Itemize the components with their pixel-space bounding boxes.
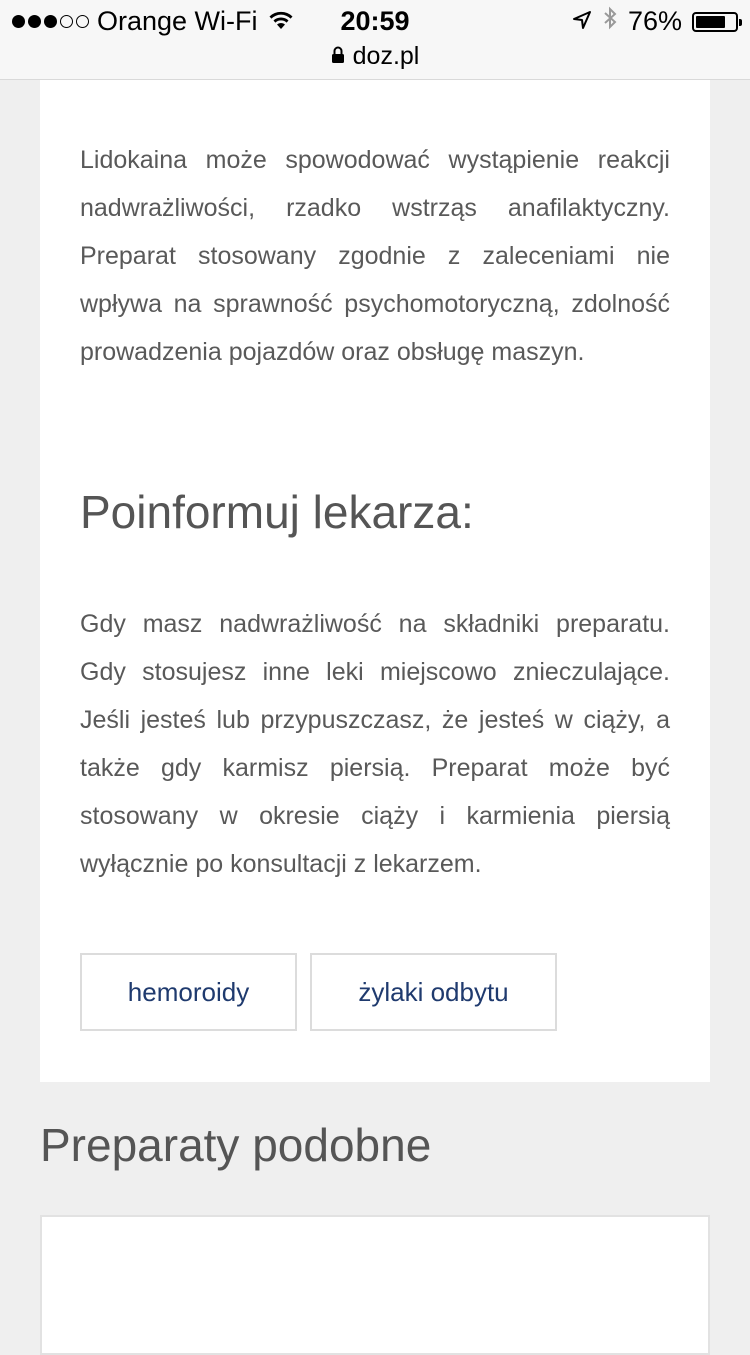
inform-doctor-heading: Poinformuj lekarza:: [80, 486, 474, 538]
bluetooth-icon: [602, 6, 618, 37]
address-bar[interactable]: [0, 42, 750, 71]
inform-doctor-paragraph: Gdy masz nadwrażliwość na składniki preparatu. Gdy stosujesz inne leki miejscowo znieczulające. Jeśli jesteś lub przypuszczasz, że jesteś w ciąży, a także gdy karmisz piersią. Preparat może być stosowany w okresie ciąży i karmienia piersią wyłącznie po konsultacji z lekarzem.: [80, 610, 670, 878]
tag-hemoroidy[interactable]: hemoroidy: [80, 953, 297, 1031]
clock: 20:59: [340, 6, 410, 36]
status-icons: [572, 6, 738, 37]
similar-products-title: Preparaty podobne: [40, 1119, 432, 1171]
carrier-name: Orange Wi-Fi: [97, 6, 258, 36]
lock-icon: [331, 42, 345, 71]
url-text: doz.pl: [352, 42, 420, 70]
location-arrow-icon: [572, 6, 592, 37]
status-bar: [0, 0, 750, 80]
tag-zylaki-odbytu[interactable]: żylaki odbytu: [310, 953, 557, 1031]
description-card: [40, 80, 710, 1082]
battery-percentage: 76%: [627, 6, 682, 36]
side-effects-paragraph: Lidokaina może spowodować wystąpienie reakcji nadwrażliwości, rzadko wstrząs anafilaktyczny. Preparat stosowany zgodnie z zaleceniami nie wpływa na sprawność psychomotoryczną, zdolność prowadzenia pojazdów oraz obsługę maszyn.: [80, 146, 670, 366]
battery-icon: [692, 12, 738, 32]
similar-product-card[interactable]: [40, 1215, 710, 1355]
